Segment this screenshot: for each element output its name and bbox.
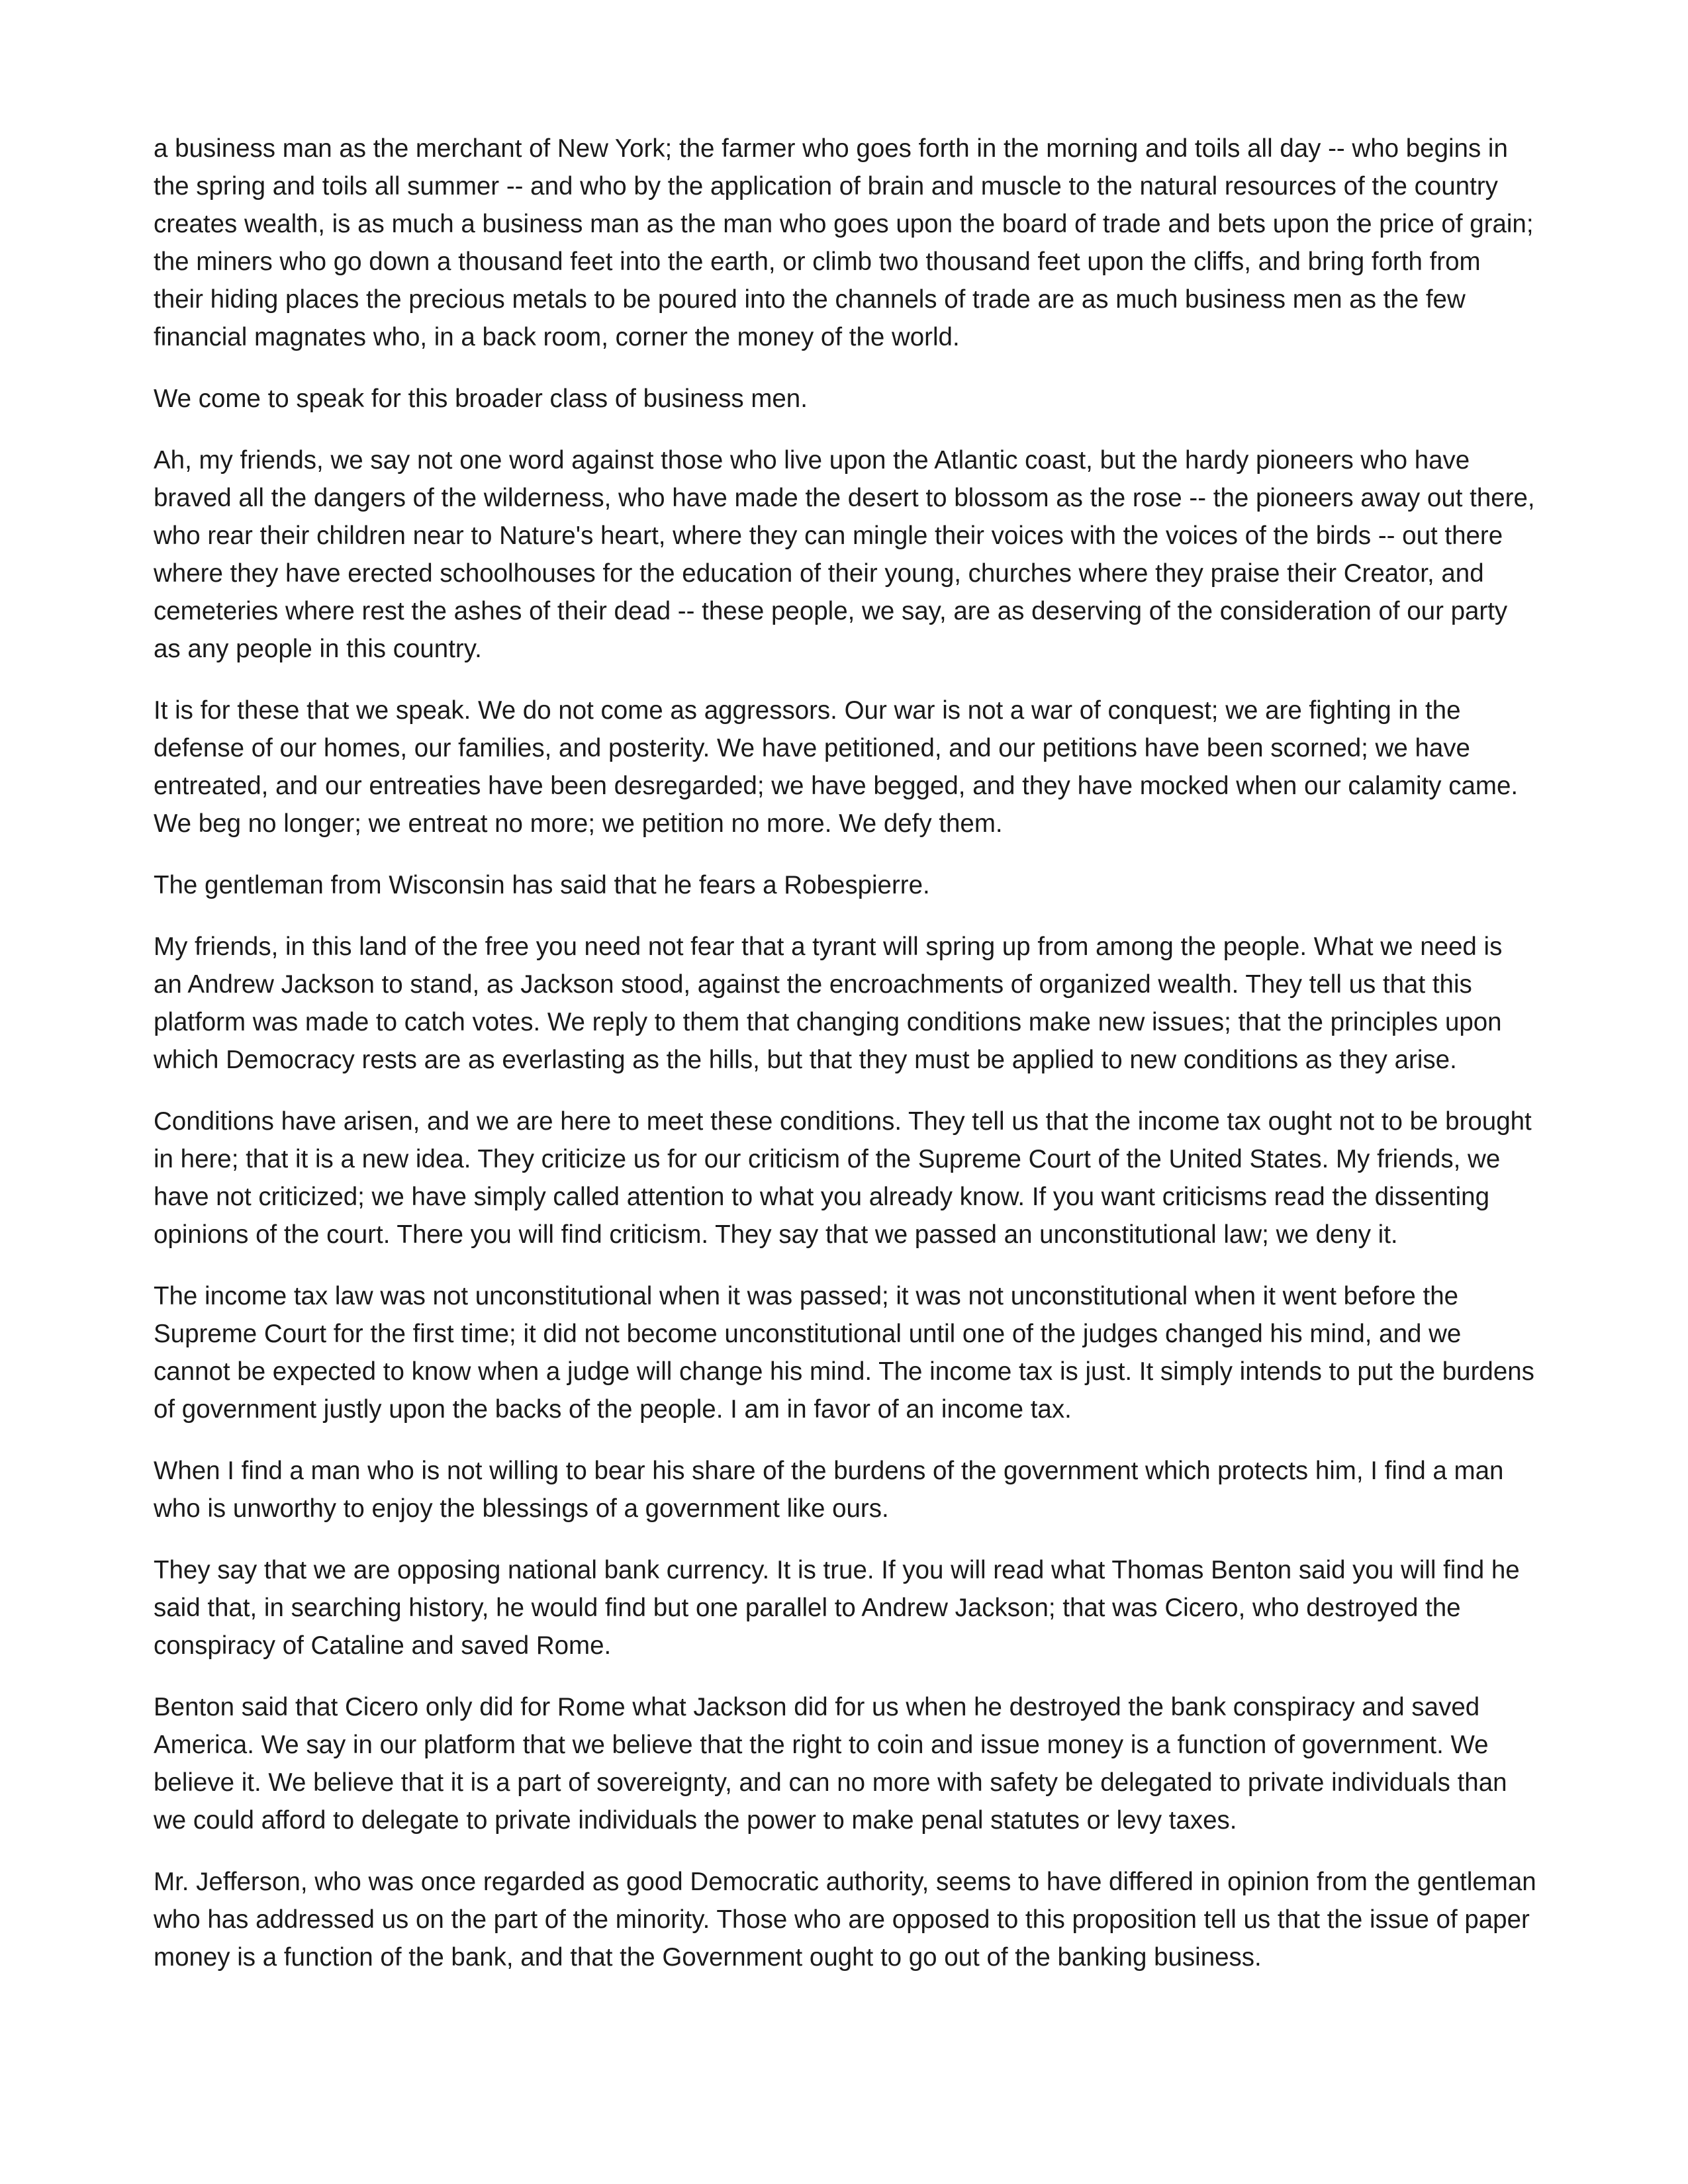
paragraph-7: Conditions have arisen, and we are here to meet these conditions. They tell us that the income tax ought not to be brought in here; that it is a new idea. They criticize us for our criticism of the Supreme Court of the United States. My friends, we have not criticized; we have simply called attention to what you already know. If you want criticisms read the dissenting opinions of the court. There you will find criticism. They say that we passed an unconstitutional law; we deny it.	[154, 1107, 1532, 1249]
paragraph-11: Benton said that Cicero only did for Rome what Jackson did for us when he destroyed the bank conspiracy and saved America. We say in our platform that we believe that the right to coin and issue money is a function of government. We believe it. We believe that it is a part of sovereignty, and can no more with safety be delegated to private individuals than we could afford to delegate to private individuals the power to make penal statutes or levy taxes.	[154, 1693, 1507, 1835]
paragraph-1: a business man as the merchant of New York; the farmer who goes forth in the morning and toils all day -- who begins in the spring and toils all summer -- and who by the application of brain and muscle to the natural resources of the country creates wealth, is as much a business man as the man who goes upon the board of trade and bets upon the price of grain; the miners who go down a thousand feet into the earth, or climb two thousand feet upon the cliffs, and bring forth from their hiding places the precious metals to be poured into the channels of trade are as much business men as the few financial magnates who, in a back room, corner the money of the world.	[154, 134, 1534, 351]
paragraph-8: The income tax law was not unconstitutional when it was passed; it was not unconstitutional when it went before the Supreme Court for the first time; it did not become unconstitutional until one of the judges changed his mind, and we cannot be expected to know when a judge will change his mind. The income tax is just. It simply intends to put the burdens of government justly upon the backs of the people. I am in favor of an income tax.	[154, 1282, 1534, 1424]
document-page	[154, 130, 1537, 2000]
paragraph-4: It is for these that we speak. We do not come as aggressors. Our war is not a war of conquest; we are fighting in the defense of our homes, our families, and posterity. We have petitioned, and our petitions have been scorned; we have entreated, and our entreaties have been desregarded; we have begged, and they have mocked when our calamity came. We beg no longer; we entreat no more; we petition no more. We defy them.	[154, 696, 1519, 838]
paragraph-2: We come to speak for this broader class of business men.	[154, 385, 808, 413]
paragraph-6: My friends, in this land of the free you need not fear that a tyrant will spring up from among the people. What we need is an Andrew Jackson to stand, as Jackson stood, against the encroachments of organized wealth. They tell us that this platform was made to catch votes. We reply to them that changing conditions make new issues; that the principles upon which Democracy rests are as everlasting as the hills, but that they must be applied to new conditions as they arise.	[154, 933, 1503, 1074]
paragraph-12: Mr. Jefferson, who was once regarded as good Democratic authority, seems to have differed in opinion from the gentleman who has addressed us on the part of the minority. Those who are opposed to this proposition tell us that the issue of paper money is a function of the bank, and that the Government ought to go out of the banking business.	[154, 1868, 1536, 1972]
paragraph-3: Ah, my friends, we say not one word against those who live upon the Atlantic coast, but the hardy pioneers who have braved all the dangers of the wilderness, who have made the desert to blossom as the rose -- the pioneers away out there, who rear their children near to Nature's heart, where they can mingle their voices with the voices of the birds -- out there where they have erected schoolhouses for the education of their young, churches where they praise their Creator, and cemeteries where rest the ashes of their dead -- these people, we say, are as deserving of the consideration of our party as any people in this country.	[154, 446, 1535, 663]
paragraph-5: The gentleman from Wisconsin has said that he fears a Robespierre.	[154, 871, 930, 899]
paragraph-9: When I find a man who is not willing to bear his share of the burdens of the government which protects him, I find a man who is unworthy to enjoy the blessings of a government like ours.	[154, 1457, 1504, 1523]
paragraph-10: They say that we are opposing national bank currency. It is true. If you will read what Thomas Benton said you will find he said that, in searching history, he would find but one parallel to Andrew Jackson; that was Cicero, who destroyed the conspiracy of Cataline and saved Rome.	[154, 1556, 1520, 1660]
